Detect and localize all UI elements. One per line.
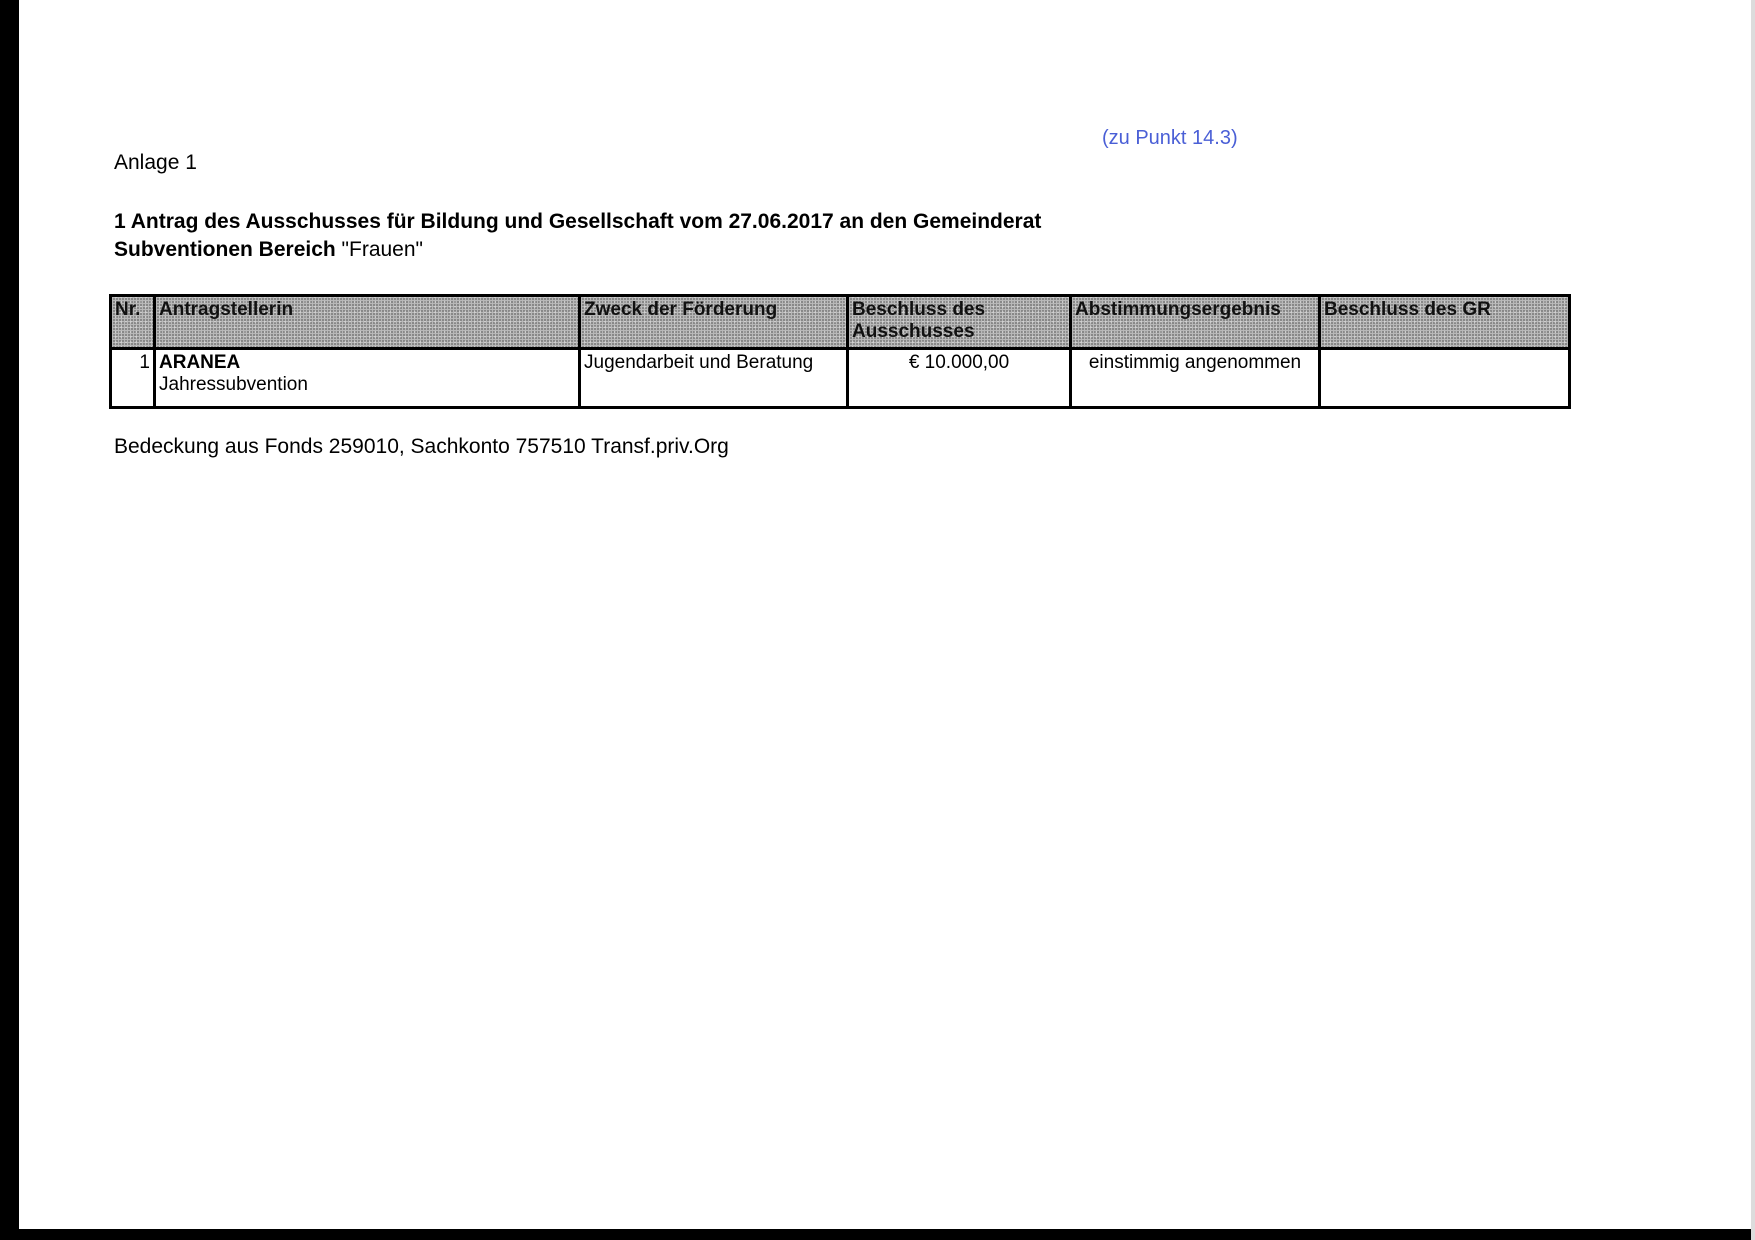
attachment-label: Anlage 1 xyxy=(114,151,197,174)
cell-purpose: Jugendarbeit und Beratung xyxy=(580,349,848,408)
cell-applicant xyxy=(155,349,580,408)
header-committee-decision: Beschluss des Ausschusses xyxy=(848,296,1071,349)
cell-committee-decision: € 10.000,00 xyxy=(848,349,1071,408)
subsidy-table xyxy=(109,294,1571,409)
scan-border-right xyxy=(1751,0,1755,1240)
applicant-name: ARANEA xyxy=(159,352,241,373)
scan-border-left xyxy=(0,0,19,1240)
table-row xyxy=(111,349,1570,408)
scan-border-bottom xyxy=(0,1229,1755,1240)
cell-council-decision xyxy=(1320,349,1570,408)
cell-vote-result: einstimmig angenommen xyxy=(1071,349,1320,408)
coverage-note: Bedeckung aus Fonds 259010, Sachkonto 757510 Transf.priv.Org xyxy=(114,435,729,458)
header-nr: Nr. xyxy=(111,296,155,349)
applicant-detail: Jahressubvention xyxy=(159,374,308,395)
document-heading: 1 Antrag des Ausschusses für Bildung und Gesellschaft vom 27.06.2017 an den Gemeinderat xyxy=(114,210,1042,233)
header-purpose: Zweck der Förderung xyxy=(580,296,848,349)
cell-nr: 1 xyxy=(111,349,155,408)
header-council-decision: Beschluss des GR xyxy=(1320,296,1570,349)
header-vote-result: Abstimmungsergebnis xyxy=(1071,296,1320,349)
subheading-rest: "Frauen" xyxy=(335,238,423,261)
reference-note: (zu Punkt 14.3) xyxy=(1102,127,1238,149)
header-applicant: Antragstellerin xyxy=(155,296,580,349)
subheading-bold: Subventionen Bereich xyxy=(114,238,336,261)
table-header-row xyxy=(111,296,1570,349)
document-subheading xyxy=(114,238,423,262)
